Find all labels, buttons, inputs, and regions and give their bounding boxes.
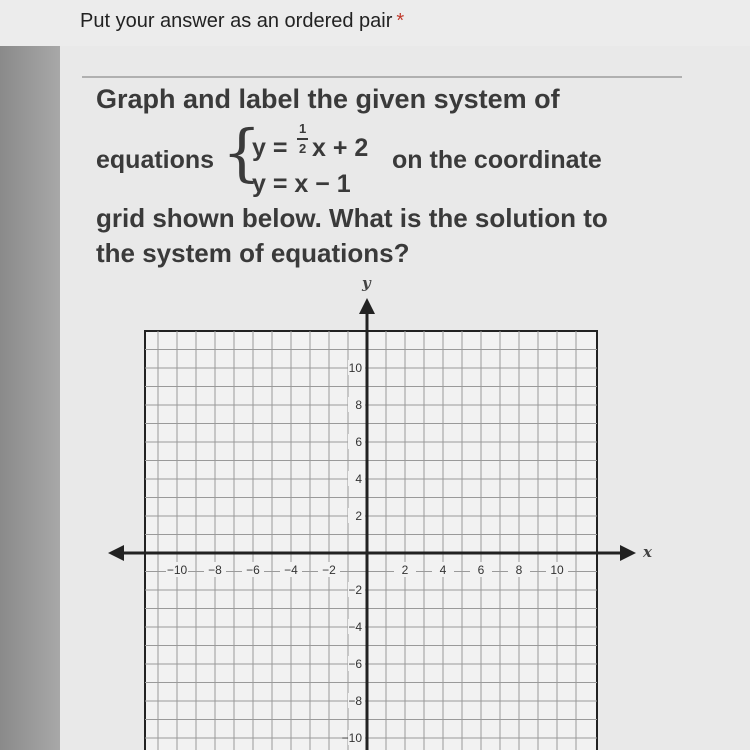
grid-border (145, 331, 597, 750)
y-tick-label: −8 (348, 694, 362, 708)
y-tick-label: 10 (348, 361, 362, 375)
y-tick-label: 4 (355, 472, 362, 486)
problem-line-4: the system of equations? (96, 238, 410, 268)
equation-1-left: y = (252, 134, 288, 162)
system-brace: { (222, 116, 262, 189)
problem-line-1: Graph and label the given system of (96, 84, 560, 114)
y-tick-label: 2 (355, 509, 362, 523)
y-tick-label: −10 (341, 731, 362, 745)
x-tick-label: 2 (401, 563, 409, 577)
equation-1-denominator: 2 (299, 141, 307, 156)
problem-line-2-suffix: on the coordinate (392, 146, 602, 174)
y-tick-label: −6 (348, 657, 362, 671)
y-axis-up-arrow (359, 298, 375, 314)
equation-1-numerator: 1 (299, 121, 307, 136)
y-tick-label: 6 (355, 435, 362, 449)
x-axis-right-arrow (620, 545, 636, 561)
question-text: Put your answer as an ordered pair (80, 10, 393, 32)
x-axis-left-arrow (108, 545, 124, 561)
equation-2: y = x − 1 (252, 170, 351, 198)
x-tick-label: 10 (550, 563, 564, 577)
x-tick-label: −6 (246, 563, 260, 577)
problem-line-3: grid shown below. What is the solution to (96, 203, 608, 233)
x-tick-label: −2 (322, 563, 336, 577)
problem-equations-label: equations (96, 146, 215, 174)
y-tick-label: 8 (355, 398, 362, 412)
x-tick-label: 4 (439, 563, 447, 577)
y-axis-name: y (362, 274, 371, 292)
x-axis-name: x (643, 543, 652, 561)
x-tick-label: −10 (166, 563, 188, 577)
required-marker: * (396, 10, 405, 32)
x-tick-label: −4 (284, 563, 298, 577)
equation-1-right: x + 2 (312, 134, 369, 162)
x-tick-label: 8 (515, 563, 523, 577)
y-tick-label: −4 (348, 620, 362, 634)
x-tick-label: 6 (477, 563, 485, 577)
y-tick-label: −2 (348, 583, 362, 597)
x-tick-label: −8 (208, 563, 222, 577)
